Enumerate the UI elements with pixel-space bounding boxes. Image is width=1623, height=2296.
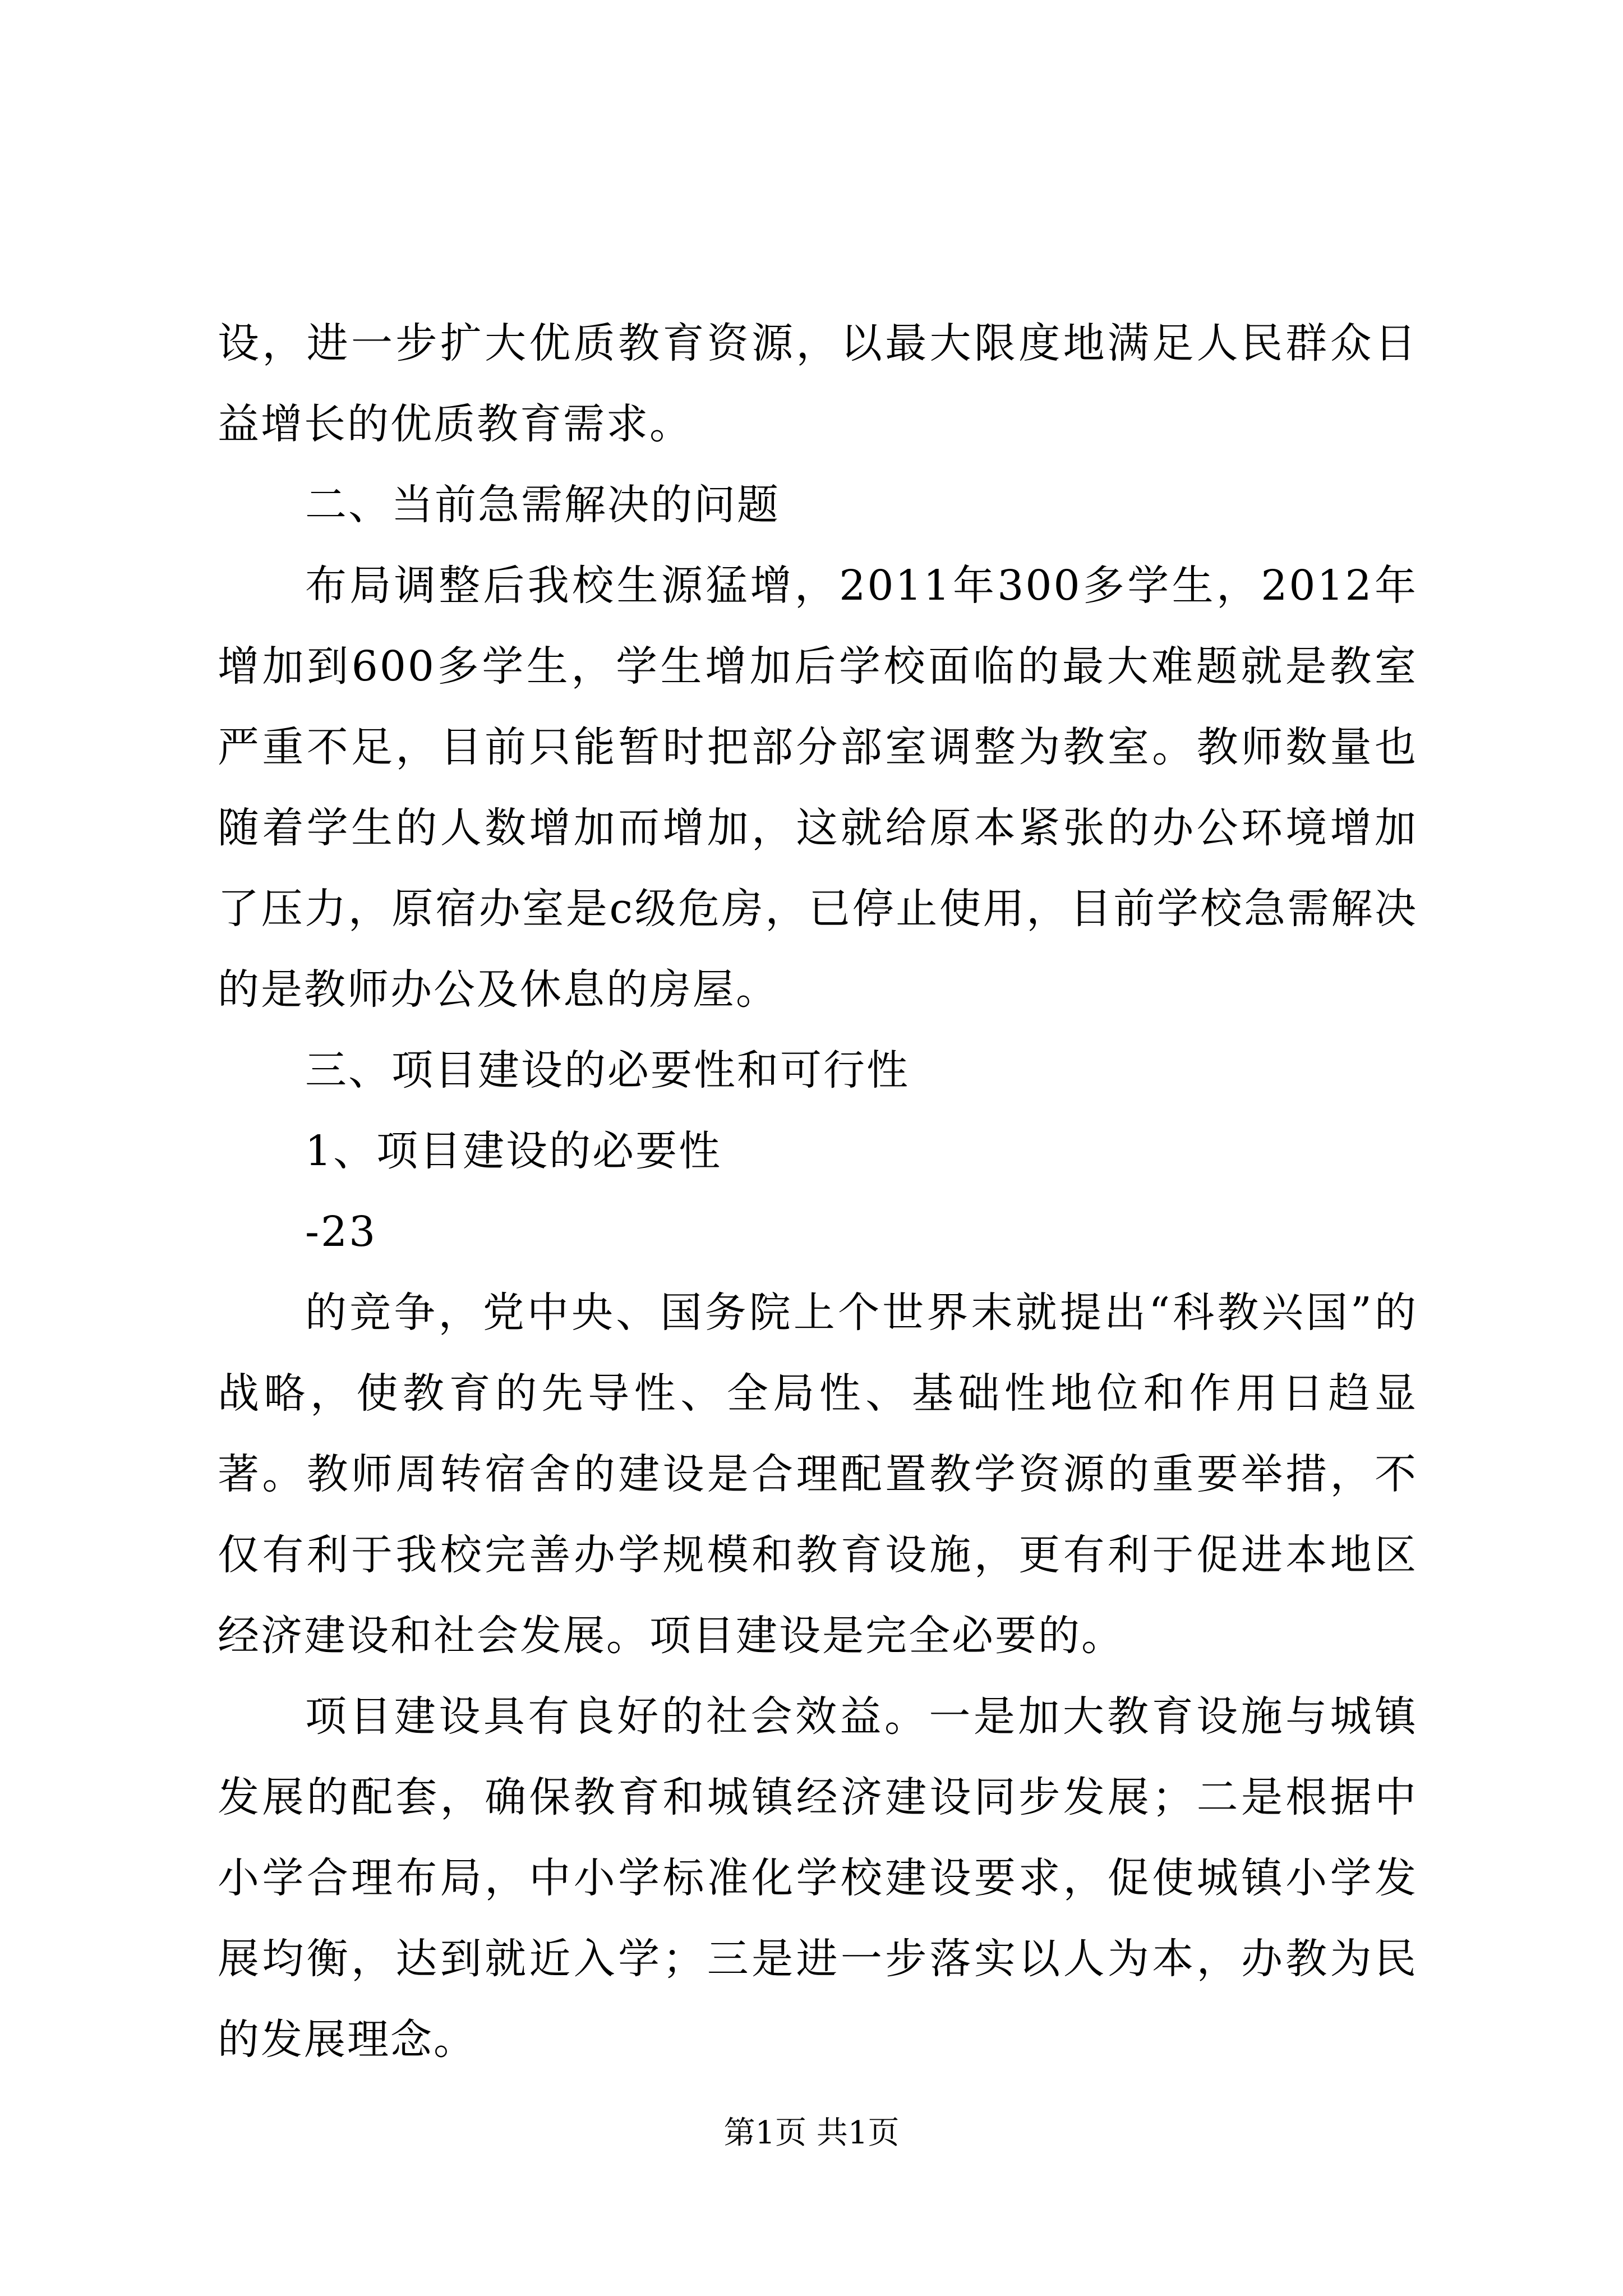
paragraph-necessity: 的竞争，党中央、国务院上个世界末就提出“科教兴国”的战略，使教育的先导性、全局性、基础性地位和作用日趋显著。教师周转宿舍的建设是合理配置教学资源的重要举措，不仅有利于我校完善办学规模和教育设施，更有利于促进本地区经济建设和社会发展。项目建设是完全必要的。 [218, 1289, 1418, 1660]
page-footer: 第1页 共1页 [723, 2115, 900, 2151]
section-heading-3: 三、项目建设的必要性和可行性 [305, 1046, 910, 1094]
subsection-heading-1: 1、项目建设的必要性 [305, 1127, 722, 1175]
paragraph-continuation: 设，进一步扩大优质教育资源，以最大限度地满足人民群众日益增长的优质教育需求。 [218, 319, 1418, 448]
page-fragment-number: -23 [305, 1208, 377, 1256]
document-body [218, 303, 1418, 2080]
section-heading-2: 二、当前急需解决的问题 [305, 481, 780, 529]
paragraph-social-benefit: 项目建设具有良好的社会效益。一是加大教育设施与城镇发展的配套，确保教育和城镇经济建设同步发展；二是根据中小学合理布局，中小学标准化学校建设要求，促使城镇小学发展均衡，达到就近入学；三是进一步落实以人为本，办教为民的发展理念。 [218, 1692, 1418, 2064]
paragraph-problems: 布局调整后我校生源猛增，2011年300多学生，2012年增加到600多学生，学生增加后学校面临的最大难题就是教室严重不足，目前只能暂时把部分部室调整为教室。教师数量也随着学生的人数增加而增加，这就给原本紧张的办公环境增加了压力，原宿办室是c级危房，已停止使用，目前学校急需解决的是教师办公及休息的房屋。 [218, 562, 1418, 1014]
